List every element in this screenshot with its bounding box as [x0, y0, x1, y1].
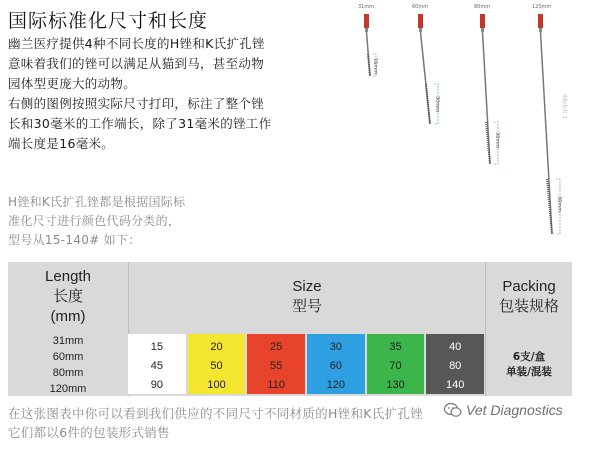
length-header	[8, 262, 128, 332]
color-code-note	[8, 193, 248, 250]
size-column	[367, 334, 425, 394]
packing-type: 单装/混装	[506, 366, 552, 378]
packing-cell	[486, 334, 572, 396]
file-length-label: 80mm	[474, 4, 491, 10]
size-value: 130	[386, 379, 405, 391]
size-value: 55	[270, 360, 283, 372]
length-value: 60mm	[52, 351, 84, 363]
actual-size-note: 实际长尺寸	[561, 94, 567, 120]
wechat-icon	[444, 402, 462, 418]
size-value: 25	[270, 341, 283, 353]
intro-line: 长和30毫米的工作端长，除了31毫米的锉工作	[8, 116, 272, 131]
watermark-text: Vet Diagnostics	[466, 402, 563, 418]
intro-line: 意味着我们的锉可以满足从猫到马，甚至动物	[8, 56, 265, 71]
size-column	[128, 334, 186, 394]
intro-line: 端长度是16毫米。	[8, 136, 115, 151]
intro-line: 幽兰医疗提供4种不同长度的H锉和K氏扩孔锉	[8, 36, 265, 51]
page-title: 国际标准化尺寸和长度	[8, 10, 209, 32]
size-value: 110	[267, 379, 285, 391]
size-table	[8, 262, 572, 396]
size-value: 60	[329, 360, 342, 372]
size-value: 15	[150, 341, 163, 353]
files-drawing	[350, 4, 595, 254]
size-value: 40	[449, 341, 462, 353]
file-length-label: 60mm	[412, 4, 429, 10]
size-column	[247, 334, 305, 394]
working-length-label: 30mm	[556, 196, 562, 213]
size-value: 100	[207, 379, 226, 391]
size-value: 140	[446, 379, 465, 391]
size-column	[307, 334, 365, 394]
size-header-en: Size	[292, 278, 322, 295]
packing-header-cn: 包装规格	[498, 298, 559, 315]
length-value: 120mm	[49, 383, 87, 395]
note-line: 型号从15-140# 如下：	[8, 233, 141, 247]
note-line: H锉和K氏扩孔锉都是根据国际标	[8, 195, 186, 209]
size-value: 50	[210, 360, 223, 372]
size-header-cn: 型号	[291, 298, 322, 315]
note-line: 准化尺寸进行颜色代码分类的，	[8, 214, 181, 228]
length-header-cn: 长度	[52, 288, 83, 305]
size-header	[128, 262, 486, 332]
packing-qty: 6支/盒	[512, 351, 546, 363]
length-value: 80mm	[52, 367, 84, 379]
length-header-unit: (mm)	[50, 308, 86, 325]
size-value: 80	[449, 360, 462, 372]
intro-line: 右侧的图例按照实际尺寸打印，标注了整个锉	[8, 96, 265, 111]
watermark	[444, 402, 563, 418]
file-length-label: 31mm	[358, 4, 375, 10]
footer-line: 在这张图表中你可以看到我们供应的不同尺寸不同材质的H锉和K氏扩孔锉	[8, 406, 423, 421]
file-length-label: 120mm	[532, 4, 552, 10]
size-value: 90	[150, 379, 163, 391]
packing-header	[486, 262, 572, 332]
working-length-label: 30mm	[494, 132, 500, 149]
intro-line: 园体型更庞大的动物。	[8, 76, 137, 91]
size-value: 35	[389, 341, 402, 353]
size-column	[188, 334, 246, 394]
length-column	[8, 334, 128, 396]
packing-header-en: Packing	[502, 278, 556, 295]
size-value: 70	[389, 360, 402, 372]
working-length-label: 16mm	[372, 58, 378, 75]
working-length-label: 30mm	[434, 96, 440, 113]
length-value: 31mm	[52, 335, 84, 347]
intro-paragraph	[8, 34, 353, 154]
size-grid	[128, 334, 484, 394]
size-value: 45	[150, 360, 163, 372]
size-value: 20	[210, 341, 223, 353]
length-header-en: Length	[45, 268, 91, 285]
footer-line: 它们都以6件的包装形式销售	[8, 425, 170, 440]
size-column	[426, 334, 484, 394]
size-value: 30	[329, 341, 342, 353]
size-value: 120	[326, 379, 346, 391]
files-illustration	[350, 4, 595, 254]
